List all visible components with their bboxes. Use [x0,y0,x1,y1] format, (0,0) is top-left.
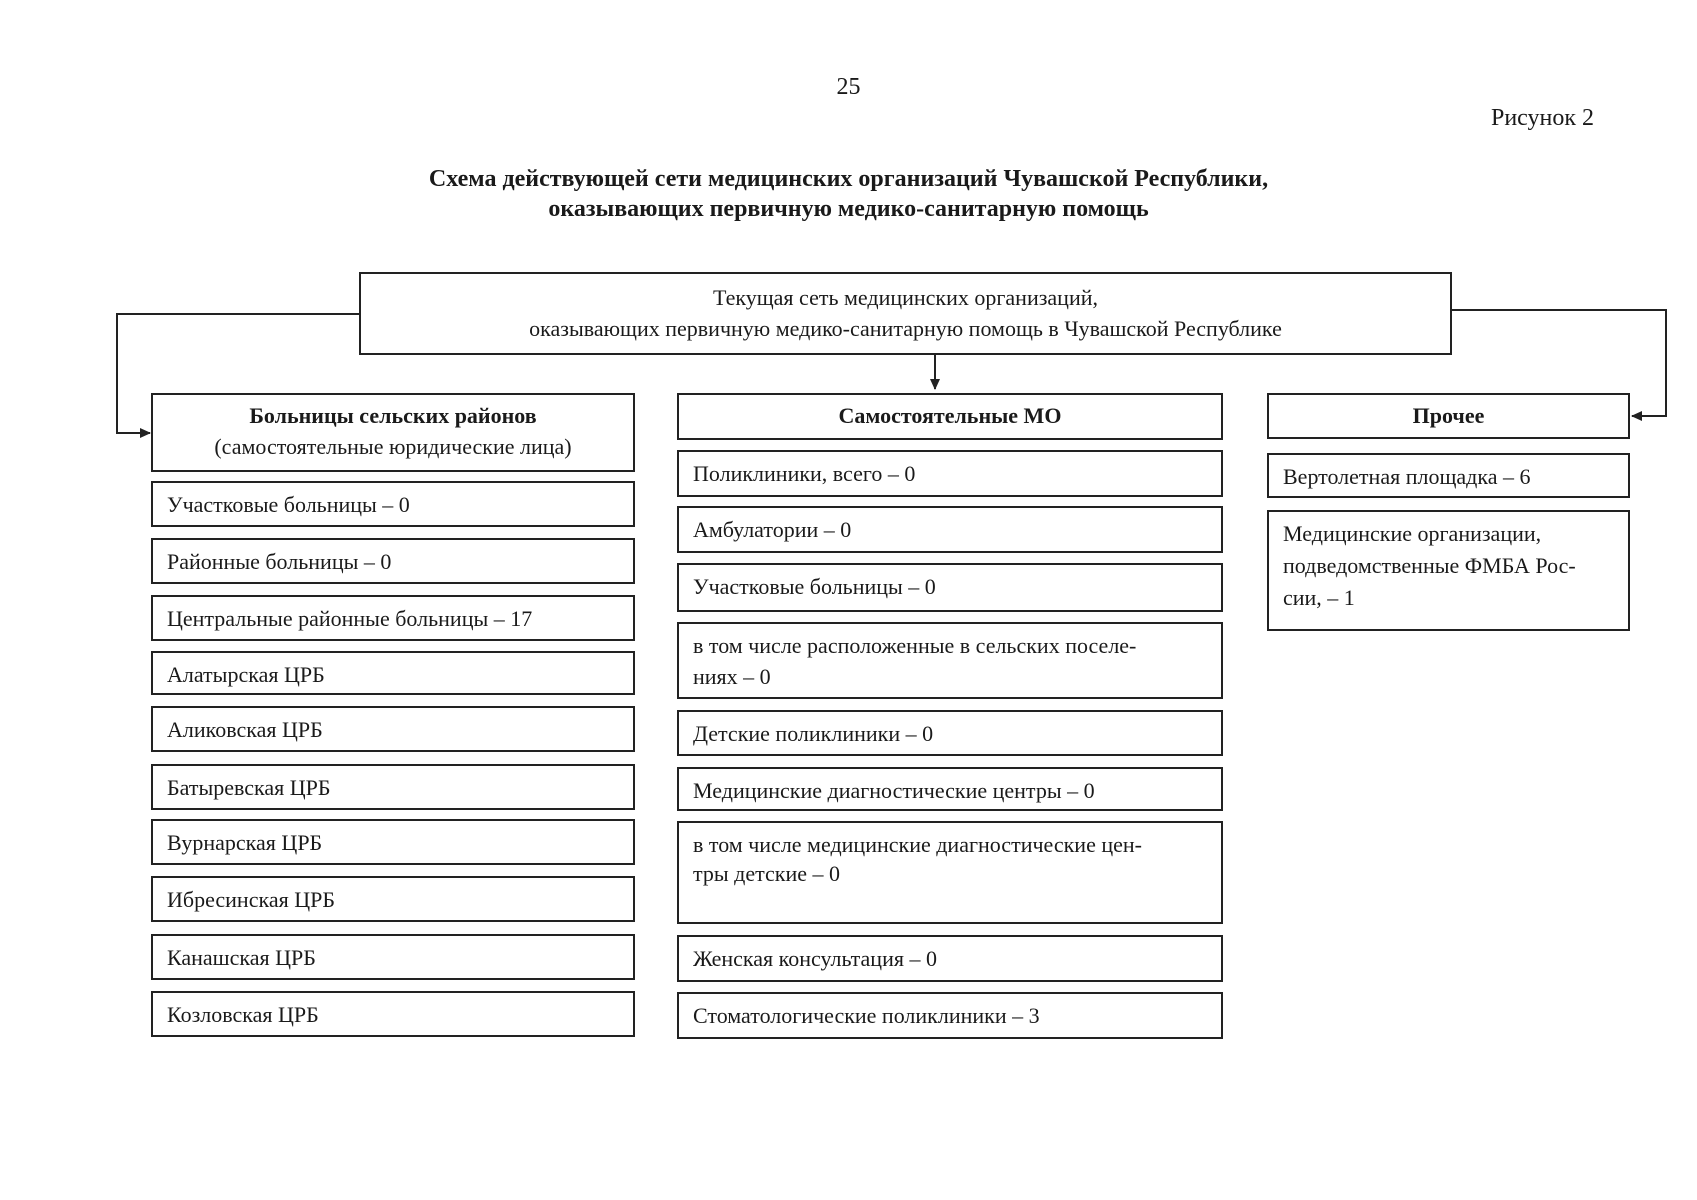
list-item: Канашская ЦРБ [151,934,635,980]
middle-header: Самостоятельные МО [677,393,1223,440]
title-line-1: Схема действующей сети медицинских организаций Чувашской Республики, [428,166,1269,192]
left-header [151,393,635,472]
page-number: 25 [836,74,861,100]
title-line-2: оказывающих первичную медико-санитарную помощь [548,196,1149,222]
list-item: Районные больницы – 0 [151,538,635,584]
list-item: Участковые больницы – 0 [151,481,635,527]
list-item: в том числе расположенные в сельских поселе- ниях – 0 [677,622,1223,699]
list-item: Медицинские организации, подведомственные ФМБА Рос- сии, – 1 [1267,510,1630,631]
list-item: в том числе медицинские диагностические цен- тры детские – 0 [677,821,1223,924]
root-node [359,272,1452,355]
list-item: Ибресинская ЦРБ [151,876,635,922]
list-item: Батыревская ЦРБ [151,764,635,810]
list-item: Участковые больницы – 0 [677,563,1223,612]
left-header-title: Больницы сельских районов [249,403,537,428]
list-item: Медицинские диагностические центры – 0 [677,767,1223,811]
list-item: Алатырская ЦРБ [151,651,635,695]
list-item: Поликлиники, всего – 0 [677,450,1223,497]
root-line-1: Текущая сеть медицинских организаций, [712,285,1099,310]
right-header: Прочее [1267,393,1630,439]
figure-label: Рисунок 2 [1490,105,1594,131]
list-item: Аликовская ЦРБ [151,706,635,752]
list-item: Вертолетная площадка – 6 [1267,453,1630,498]
list-item: Детские поликлиники – 0 [677,710,1223,756]
list-item: Козловская ЦРБ [151,991,635,1037]
list-item: Амбулатории – 0 [677,506,1223,553]
root-line-2: оказывающих первичную медико-санитарную помощь в Чувашской Республике [529,316,1282,341]
list-item: Центральные районные больницы – 17 [151,595,635,641]
list-item: Женская консультация – 0 [677,935,1223,982]
list-item: Вурнарская ЦРБ [151,819,635,865]
left-header-subtitle: (самостоятельные юридические лица) [214,434,572,459]
list-item: Стоматологические поликлиники – 3 [677,992,1223,1039]
